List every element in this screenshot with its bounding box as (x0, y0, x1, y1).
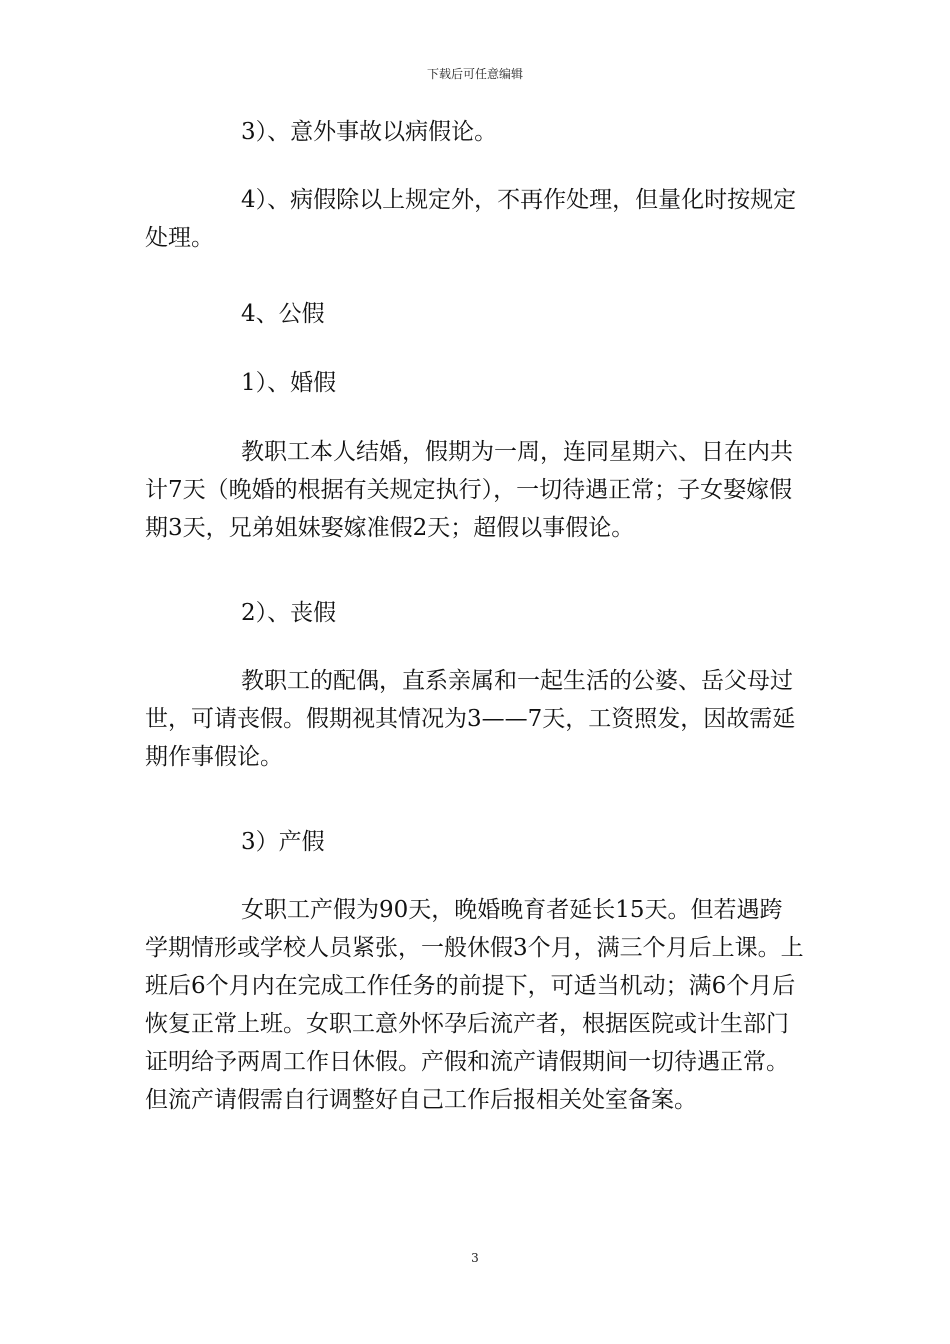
subheading-maternity-leave: 3）产假 (241, 829, 325, 855)
subheading-marriage-leave: 1）、婚假 (241, 370, 337, 396)
page-number: 3 (471, 1251, 479, 1265)
subheading-funeral-leave: 2）、丧假 (241, 600, 337, 626)
paragraph-marriage-leave: 教职工本人结婚，假期为一周，连同星期六、日在内共计7天（晚婚的根据有关规定执行），一切待遇正常；子女娶嫁假期3天，兄弟姐妹娶嫁准假2天；超假以事假论。 (145, 439, 793, 541)
paragraph-sick-leave-rule: 4）、病假除以上规定外，不再作处理，但量化时按规定处理。 (145, 187, 797, 251)
page-header: 下载后可任意编辑 (426, 67, 523, 81)
paragraph-accident-leave: 3）、意外事故以病假论。 (241, 119, 498, 145)
paragraph-funeral-leave: 教职工的配偶，直系亲属和一起生活的公婆、岳父母过世，可请丧假。假期视其情况为3——7天，工资照发，因故需延期作事假论。 (145, 668, 796, 770)
paragraph-maternity-leave: 女职工产假为90天，晚婚晚育者延长15天。但若遇跨学期情形或学校人员紧张，一般休假3个月，满三个月后上课。上班后6个月内在完成工作任务的前提下，可适当机动；满6个月后恢复正常上班。女职工意外怀孕后流产者，根据医院或计生部门证明给予两周工作日休假。产假和流产请假期间一切待遇正常。但流产请假需自行调整好自己工作后报相关处室备案。 (145, 897, 804, 1113)
section-heading-official-leave: 4、公假 (241, 301, 325, 327)
